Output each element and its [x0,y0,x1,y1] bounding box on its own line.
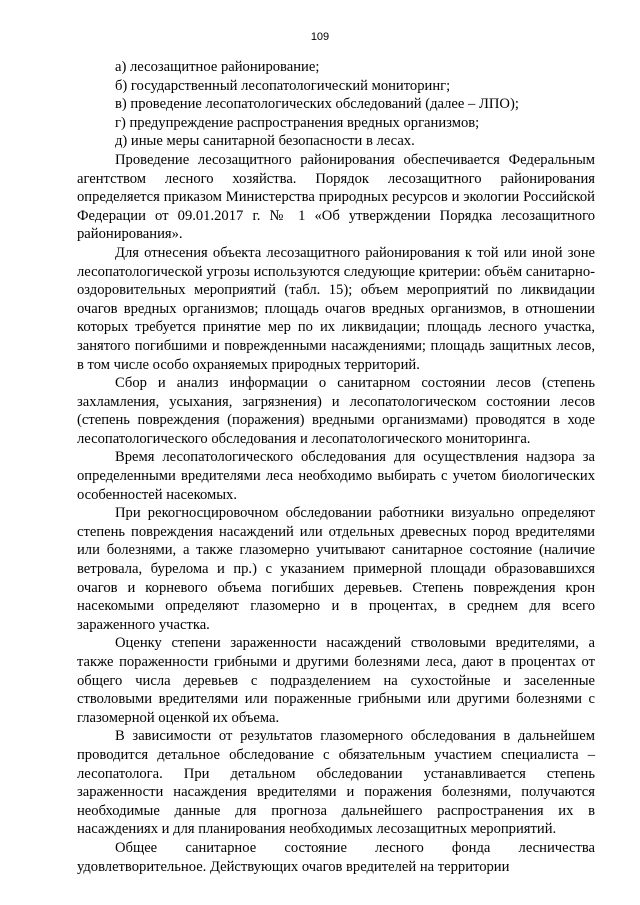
paragraph-criteria: Для отнесения объекта лесозащитного районирования к той или иной зоне лесопатологической угрозы используются следующие критерии: объём санитарно-оздоровительных мероприятий (табл. 15); объем мероприятий по ликвидации очагов вредных организмов; площадь очагов вредных организмов, в отношении которых требуется принятие мер по их ликвидации; площадь лесного участка, занятого погибшими и поврежденными насаждениями; площадь защитных лесов, в том числе особо охраняемых природных территорий. [77,244,595,373]
document-body [77,58,595,876]
list-item-g: г) предупреждение распространения вредных организмов; [115,114,480,131]
paragraph-infestation-assessment: Оценку степени зараженности насаждений стволовыми вредителями, а также пораженности грибными и другими болезнями леса, дают в процентах от общего числа деревьев с подразделением на сухостойные и заселенные стволовыми вредителями или пораженные грибными или другими болезнями с глазомерной оценкой их объема. [77,635,595,726]
paragraph-detailed-survey: В зависимости от результатов глазомерного обследования в дальнейшем проводится детальное обследование с обязательным участием специалиста – лесопатолога. При детальном обследовании устанавливается степень зараженности насаждения вредителями и поражения болезнями, получаются необходимые данные для прогноза дальнейшего распространения их в насаждениях и для планирования необходимых лесозащитных мероприятий. [77,728,595,838]
list-item-b: б) государственный лесопатологический мониторинг; [115,77,451,94]
list-item-v: в) проведение лесопатологических обследований (далее – ЛПО); [115,96,519,113]
paragraph-survey-timing: Время лесопатологического обследования для осуществления надзора за определенными вредителями леса необходимо выбирать с учетом биологических особенностей насекомых. [77,449,595,503]
paragraph-zoning: Проведение лесозащитного районирования обеспечивается Федеральным агентством лесного хозяйства. Порядок лесозащитного районирования определяется приказом Министерства природных ресурсов и экологии Российской Федерации от 09.01.2017 г. № 1 «Об утверждении Порядка лесозащитного районирования». [77,151,595,243]
paragraph-data-collection: Сбор и анализ информации о санитарном состоянии лесов (степень захламления, усыхания, загрязнения) и лесопатологическом состоянии лесов (степень повреждения (поражения) вредными организмами) проводятся в ходе лесопатологического обследования и лесопатологического мониторинга. [77,375,595,447]
page-number: 109 [310,31,330,43]
paragraph-general-condition: Общее санитарное состояние лесного фонда лесничества удовлетворительное. Действующих очагов вредителей на территории [77,839,595,875]
list-item-a: а) лесозащитное районирование; [115,59,320,75]
paragraph-reconnaissance: При рекогносцировочном обследовании работники визуально определяют степень повреждения насаждений или отдельных древесных пород вредителями или болезнями, а также глазомерно учитывают санитарное состояние (наличие ветровала, бурелома и пр.) с указанием примерной площади образовавшихся очагов и корневого объема погибших деревьев. Степень повреждения крон насекомыми определяют глазомерно и в процентах, в среднем для всего зараженного участка. [77,505,595,633]
list-item-d: д) иные меры санитарной безопасности в лесах. [115,133,415,150]
